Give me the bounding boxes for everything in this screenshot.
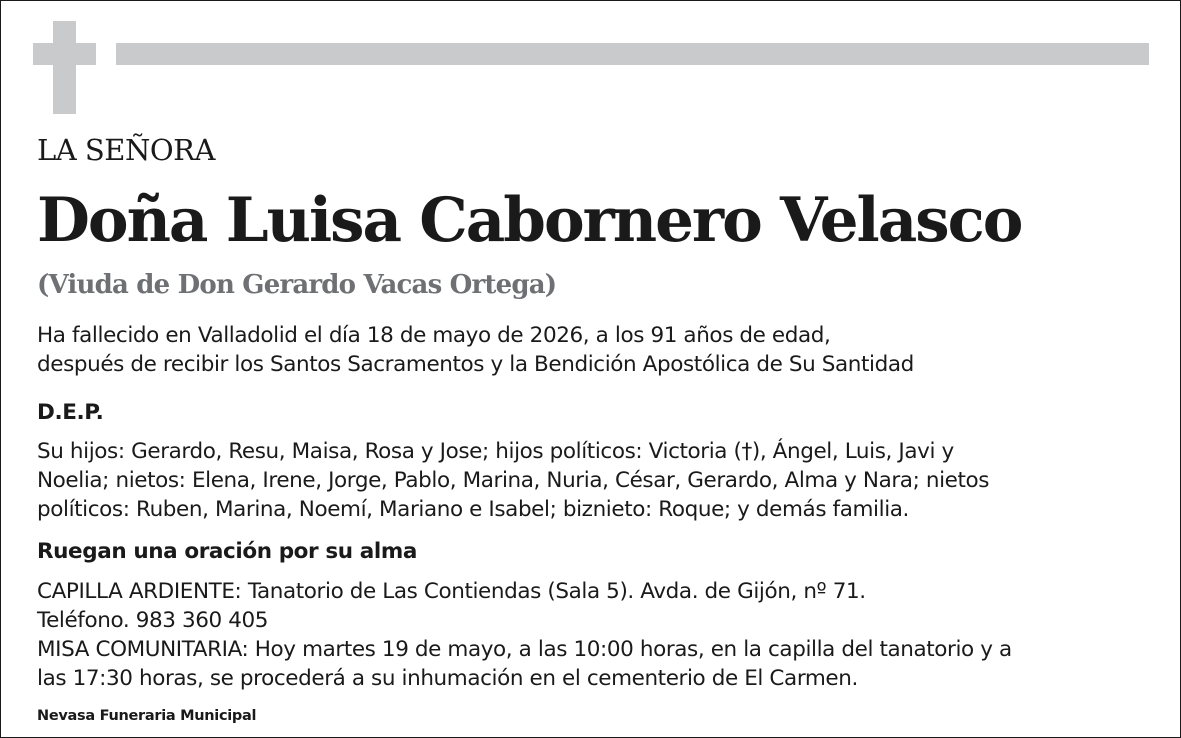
funeral-home-credit: Nevasa Funeraria Municipal [37, 708, 257, 724]
service-line: Teléfono. 983 360 405 [37, 608, 269, 633]
prayer-heading: Ruegan una oración por su alma [37, 539, 417, 564]
family-line: políticos: Ruben, Marina, Noemí, Mariano e Isabel; biznieto: Roque; y demás familia. [37, 497, 909, 522]
death-line: Ha fallecido en Valladolid el día 18 de mayo de 2026, a los 91 años de edad, [37, 323, 831, 348]
family-list [37, 437, 989, 524]
widow-of-line: (Viuda de Don Gerardo Vacas Ortega) [37, 270, 557, 300]
header-rule [116, 43, 1149, 65]
dep-heading: D.E.P. [37, 400, 104, 425]
cross-icon-arm [33, 43, 96, 65]
death-announcement [37, 321, 914, 379]
deceased-name: Doña Luisa Cabornero Velasco [37, 185, 1022, 256]
service-line: las 17:30 horas, se procederá a su inhumación en el cementerio de El Carmen. [37, 666, 858, 691]
family-line: Su hijos: Gerardo, Resu, Maisa, Rosa y Jose; hijos políticos: Victoria (†), Ángel, Luis, Javi y [37, 439, 954, 464]
service-line: CAPILLA ARDIENTE: Tanatorio de Las Contiendas (Sala 5). Avda. de Gijón, nº 71. [37, 579, 866, 604]
title-label: LA SEÑORA [37, 133, 215, 167]
death-line: después de recibir los Santos Sacramentos y la Bendición Apostólica de Su Santidad [37, 352, 914, 377]
service-line: MISA COMUNITARIA: Hoy martes 19 de mayo, a las 10:00 horas, en la capilla del tanatorio y a [37, 637, 1012, 662]
service-details [37, 577, 1012, 693]
family-line: Noelia; nietos: Elena, Irene, Jorge, Pablo, Marina, Nuria, César, Gerardo, Alma y Nara; nietos [37, 468, 990, 493]
cross-icon [53, 21, 76, 114]
